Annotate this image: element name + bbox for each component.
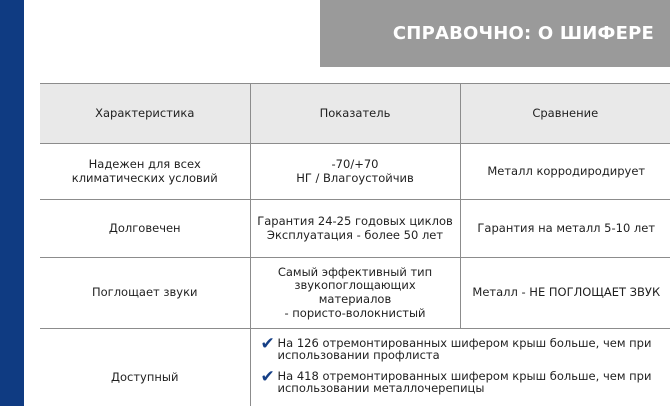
column-header-characteristic: Характеристика [40, 84, 250, 144]
cell-affordability-bullets [250, 329, 670, 406]
table-row [40, 258, 670, 329]
cell-characteristic [40, 144, 250, 200]
cell-characteristic [40, 200, 250, 258]
table-header-row [40, 84, 670, 144]
left-accent-bar [0, 0, 24, 406]
check-icon: ✔ [260, 367, 275, 388]
cell-comparison: Гарантия на металл 5-10 лет [460, 200, 670, 258]
cell-text: Долговечен [108, 220, 181, 235]
cell-indicator [250, 144, 460, 200]
cell-characteristic [40, 329, 250, 406]
table-row [40, 329, 670, 406]
cell-text: -70/+70 [331, 156, 379, 171]
cell-text: - пористо-волокнистый [284, 305, 426, 320]
bullet-line: использовании профлиста [277, 348, 440, 363]
cell-indicator [250, 258, 460, 329]
cell-text: Поглощает звуки [91, 285, 198, 300]
cell-text: Гарантия 24-25 годовых циклов [257, 213, 453, 228]
cell-comparison: Металл корродиродирует [460, 144, 670, 200]
page-title: СПРАВОЧНО: О ШИФЕРЕ [392, 23, 654, 44]
table-row [40, 200, 670, 258]
cell-text: звукопоглощающих материалов [294, 278, 416, 306]
header-banner [320, 0, 670, 67]
cell-text: НГ / Влагоустойчив [296, 170, 414, 185]
cell-indicator [250, 200, 460, 258]
bullet-line: использовании металлочерепицы [277, 381, 485, 396]
bullet-text [278, 337, 652, 361]
cell-characteristic [40, 258, 250, 329]
column-header-indicator: Показатель [250, 84, 460, 144]
bullet-text [278, 370, 652, 394]
comparison-table-wrapper [40, 83, 670, 406]
cell-text: Самый эффективный тип [277, 264, 433, 279]
bullet-line: На 418 отремонтированных шифером крыш больше, чем при [277, 369, 652, 384]
cell-text: климатических условий [71, 170, 218, 185]
cell-text: Надежен для всех [88, 156, 201, 171]
cell-text: Эксплуатация - более 50 лет [266, 227, 444, 242]
column-header-comparison: Сравнение [460, 84, 670, 144]
table-row [40, 144, 670, 200]
comparison-table [40, 83, 670, 406]
bullet-item [260, 334, 670, 363]
cell-comparison: Металл - НЕ ПОГЛОЩАЕТ ЗВУК [460, 258, 670, 329]
cell-text: Доступный [111, 370, 179, 385]
bullet-line: На 126 отремонтированных шифером крыш больше, чем при [277, 336, 652, 350]
check-icon: ✔ [260, 334, 275, 354]
bullet-item [260, 367, 670, 396]
